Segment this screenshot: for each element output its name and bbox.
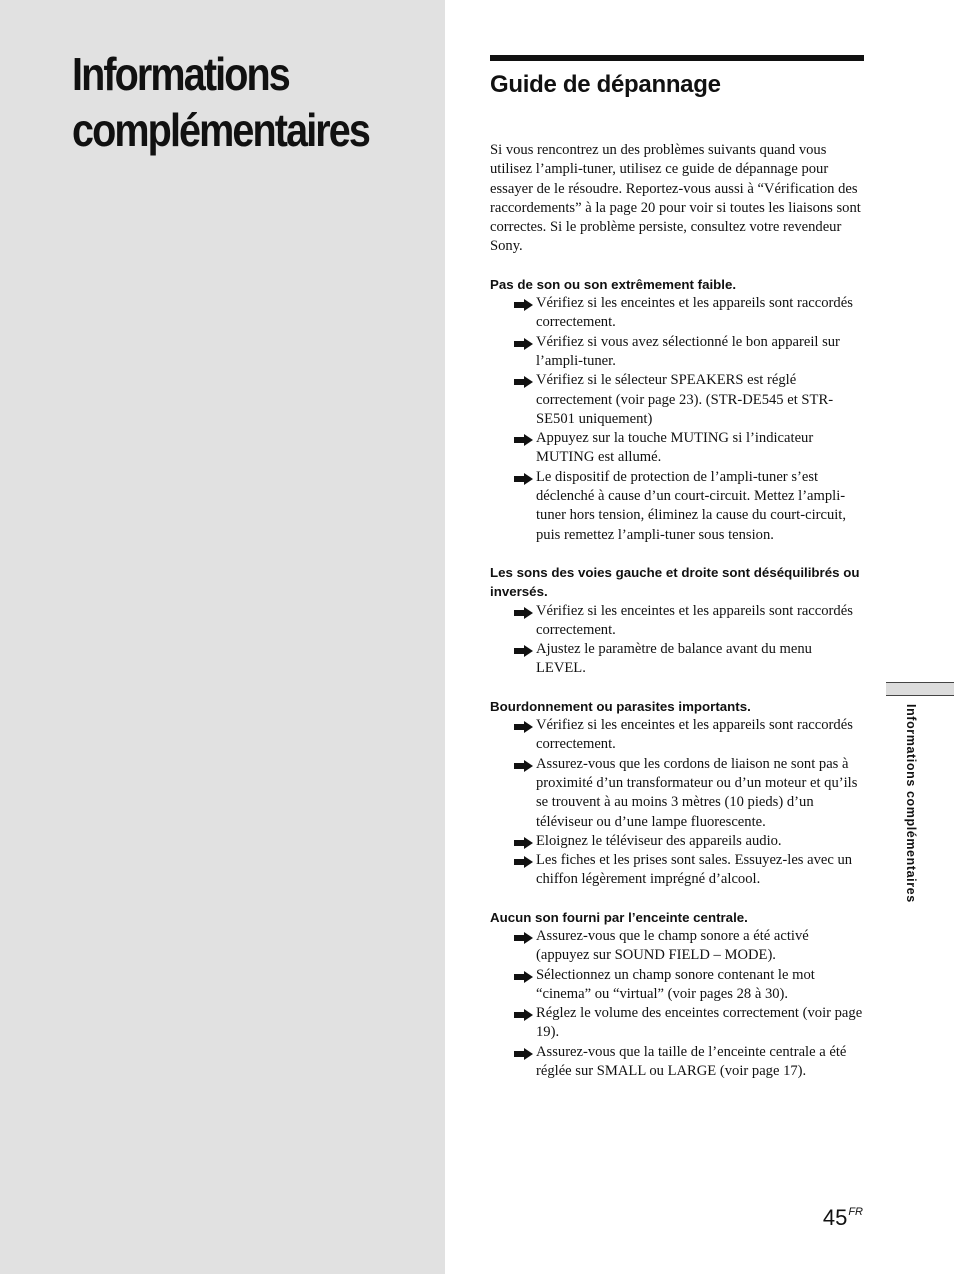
solution-list [490, 716, 864, 890]
arrow-right-icon [514, 1047, 533, 1059]
solution-text: Assurez-vous que les cordons de liaison ne sont pas à proximité d’un transformateur ou d’un moteur et qu’ils se trouvent à au moins 3 mètres (10 pieds) d’un téléviseur ou d’une lampe fluorescente. [536, 755, 858, 830]
solution-item [490, 851, 864, 890]
solution-text: Les fiches et les prises sont sales. Essuyez-les avec un chiffon légèrement imprégné d’alcool. [536, 852, 853, 888]
main-content [490, 55, 864, 1081]
solution-list [490, 294, 864, 545]
solution-item [490, 333, 864, 372]
section-rule [490, 55, 864, 61]
solution-text: Assurez-vous que la taille de l’enceinte centrale a été réglée sur SMALL ou LARGE (voir page 17). [536, 1043, 847, 1080]
arrow-right-icon [514, 759, 533, 771]
solution-item [490, 1043, 864, 1082]
solution-list [490, 602, 864, 679]
solution-text: Assurez-vous que le champ sonore a été activé (appuyez sur SOUND FIELD – MODE). [536, 927, 809, 964]
arrow-right-icon [514, 644, 533, 656]
chapter-title [72, 46, 382, 158]
problem-heading: Aucun son fourni par l’enceinte centrale. [490, 909, 748, 925]
solution-text: Appuyez sur la touche MUTING si l’indicateur MUTING est allumé. [536, 430, 814, 466]
problem-heading: Pas de son ou son extrêmement faible. [490, 276, 737, 292]
page-number-suffix: FR [848, 1206, 863, 1218]
solution-item [490, 294, 864, 333]
arrow-right-icon [514, 375, 533, 387]
arrow-right-icon [514, 337, 533, 349]
problem-block [490, 697, 864, 890]
solution-text: Ajustez le paramètre de balance avant du menu LEVEL. [536, 641, 812, 677]
solution-text: Vérifiez si les enceintes et les appareils sont raccordés correctement. [536, 295, 853, 331]
chapter-title-line-1: Informations [72, 48, 289, 100]
solution-item [490, 1004, 864, 1043]
problem-heading: Les sons des voies gauche et droite sont déséquilibrés ou inversés. [490, 564, 860, 600]
solution-item [490, 371, 864, 429]
arrow-right-icon [514, 931, 533, 943]
solution-item [490, 927, 864, 966]
solution-text: Vérifiez si les enceintes et les appareils sont raccordés correctement. [536, 717, 853, 753]
problem-block [490, 908, 864, 1082]
solution-item [490, 602, 864, 641]
chapter-title-line-2: complémentaires [72, 104, 370, 156]
solution-text: Eloignez le téléviseur des appareils audio. [536, 832, 782, 849]
solution-item [490, 755, 864, 832]
problem-heading: Bourdonnement ou parasites importants. [490, 698, 751, 714]
solution-text: Vérifiez si les enceintes et les appareils sont raccordés correctement. [536, 602, 853, 638]
solution-text: Vérifiez si vous avez sélectionné le bon appareil sur l’ampli-tuner. [536, 333, 840, 369]
arrow-right-icon [514, 1008, 533, 1020]
solution-item [490, 468, 864, 545]
arrow-right-icon [514, 298, 533, 310]
problem-block [490, 275, 864, 545]
side-tab [886, 682, 954, 696]
solution-list [490, 927, 864, 1081]
arrow-right-icon [514, 472, 533, 484]
solution-text: Réglez le volume des enceintes correctement (voir page 19). [536, 1005, 863, 1041]
troubleshooting-list [490, 275, 864, 1082]
arrow-right-icon [514, 970, 533, 982]
solution-item [490, 640, 864, 679]
solution-item [490, 716, 864, 755]
page-number [823, 1205, 863, 1231]
side-tab-label: Informations complémentaires [904, 704, 918, 903]
intro-paragraph: Si vous rencontrez un des problèmes suivants quand vous utilisez l’ampli-tuner, utilisez ce guide de dépannage pour essayer de le résoudre. Reportez-vous aussi à “Vérification des raccordements” à la page 20 pour voir si toutes les liaisons sont correctes. Si le problème persiste, consultez votre revendeur Sony. [490, 142, 861, 255]
solution-text: Vérifiez si le sélecteur SPEAKERS est réglé correctement (voir page 23). (STR-DE545 et STR-SE501 uniquement) [536, 372, 834, 427]
arrow-right-icon [514, 855, 533, 867]
page-number-value: 45 [822, 1205, 848, 1230]
arrow-right-icon [514, 606, 533, 618]
arrow-right-icon [514, 433, 533, 445]
solution-item [490, 429, 864, 468]
solution-item [490, 966, 864, 1005]
solution-item [490, 832, 864, 851]
arrow-right-icon [514, 836, 533, 848]
arrow-right-icon [514, 720, 533, 732]
solution-text: Le dispositif de protection de l’ampli-tuner s’est déclenché à cause d’un court-circuit. Mettez l’ampli-tuner hors tension, éliminez la cause du court-circuit, puis remettez l’ampli-tuner sous tension. [536, 468, 847, 543]
solution-text: Sélectionnez un champ sonore contenant le mot “cinema” ou “virtual” (voir pages 28 à 30). [536, 966, 815, 1002]
section-title: Guide de dépannage [490, 71, 721, 98]
problem-block [490, 563, 864, 679]
left-gray-panel [0, 0, 445, 1274]
